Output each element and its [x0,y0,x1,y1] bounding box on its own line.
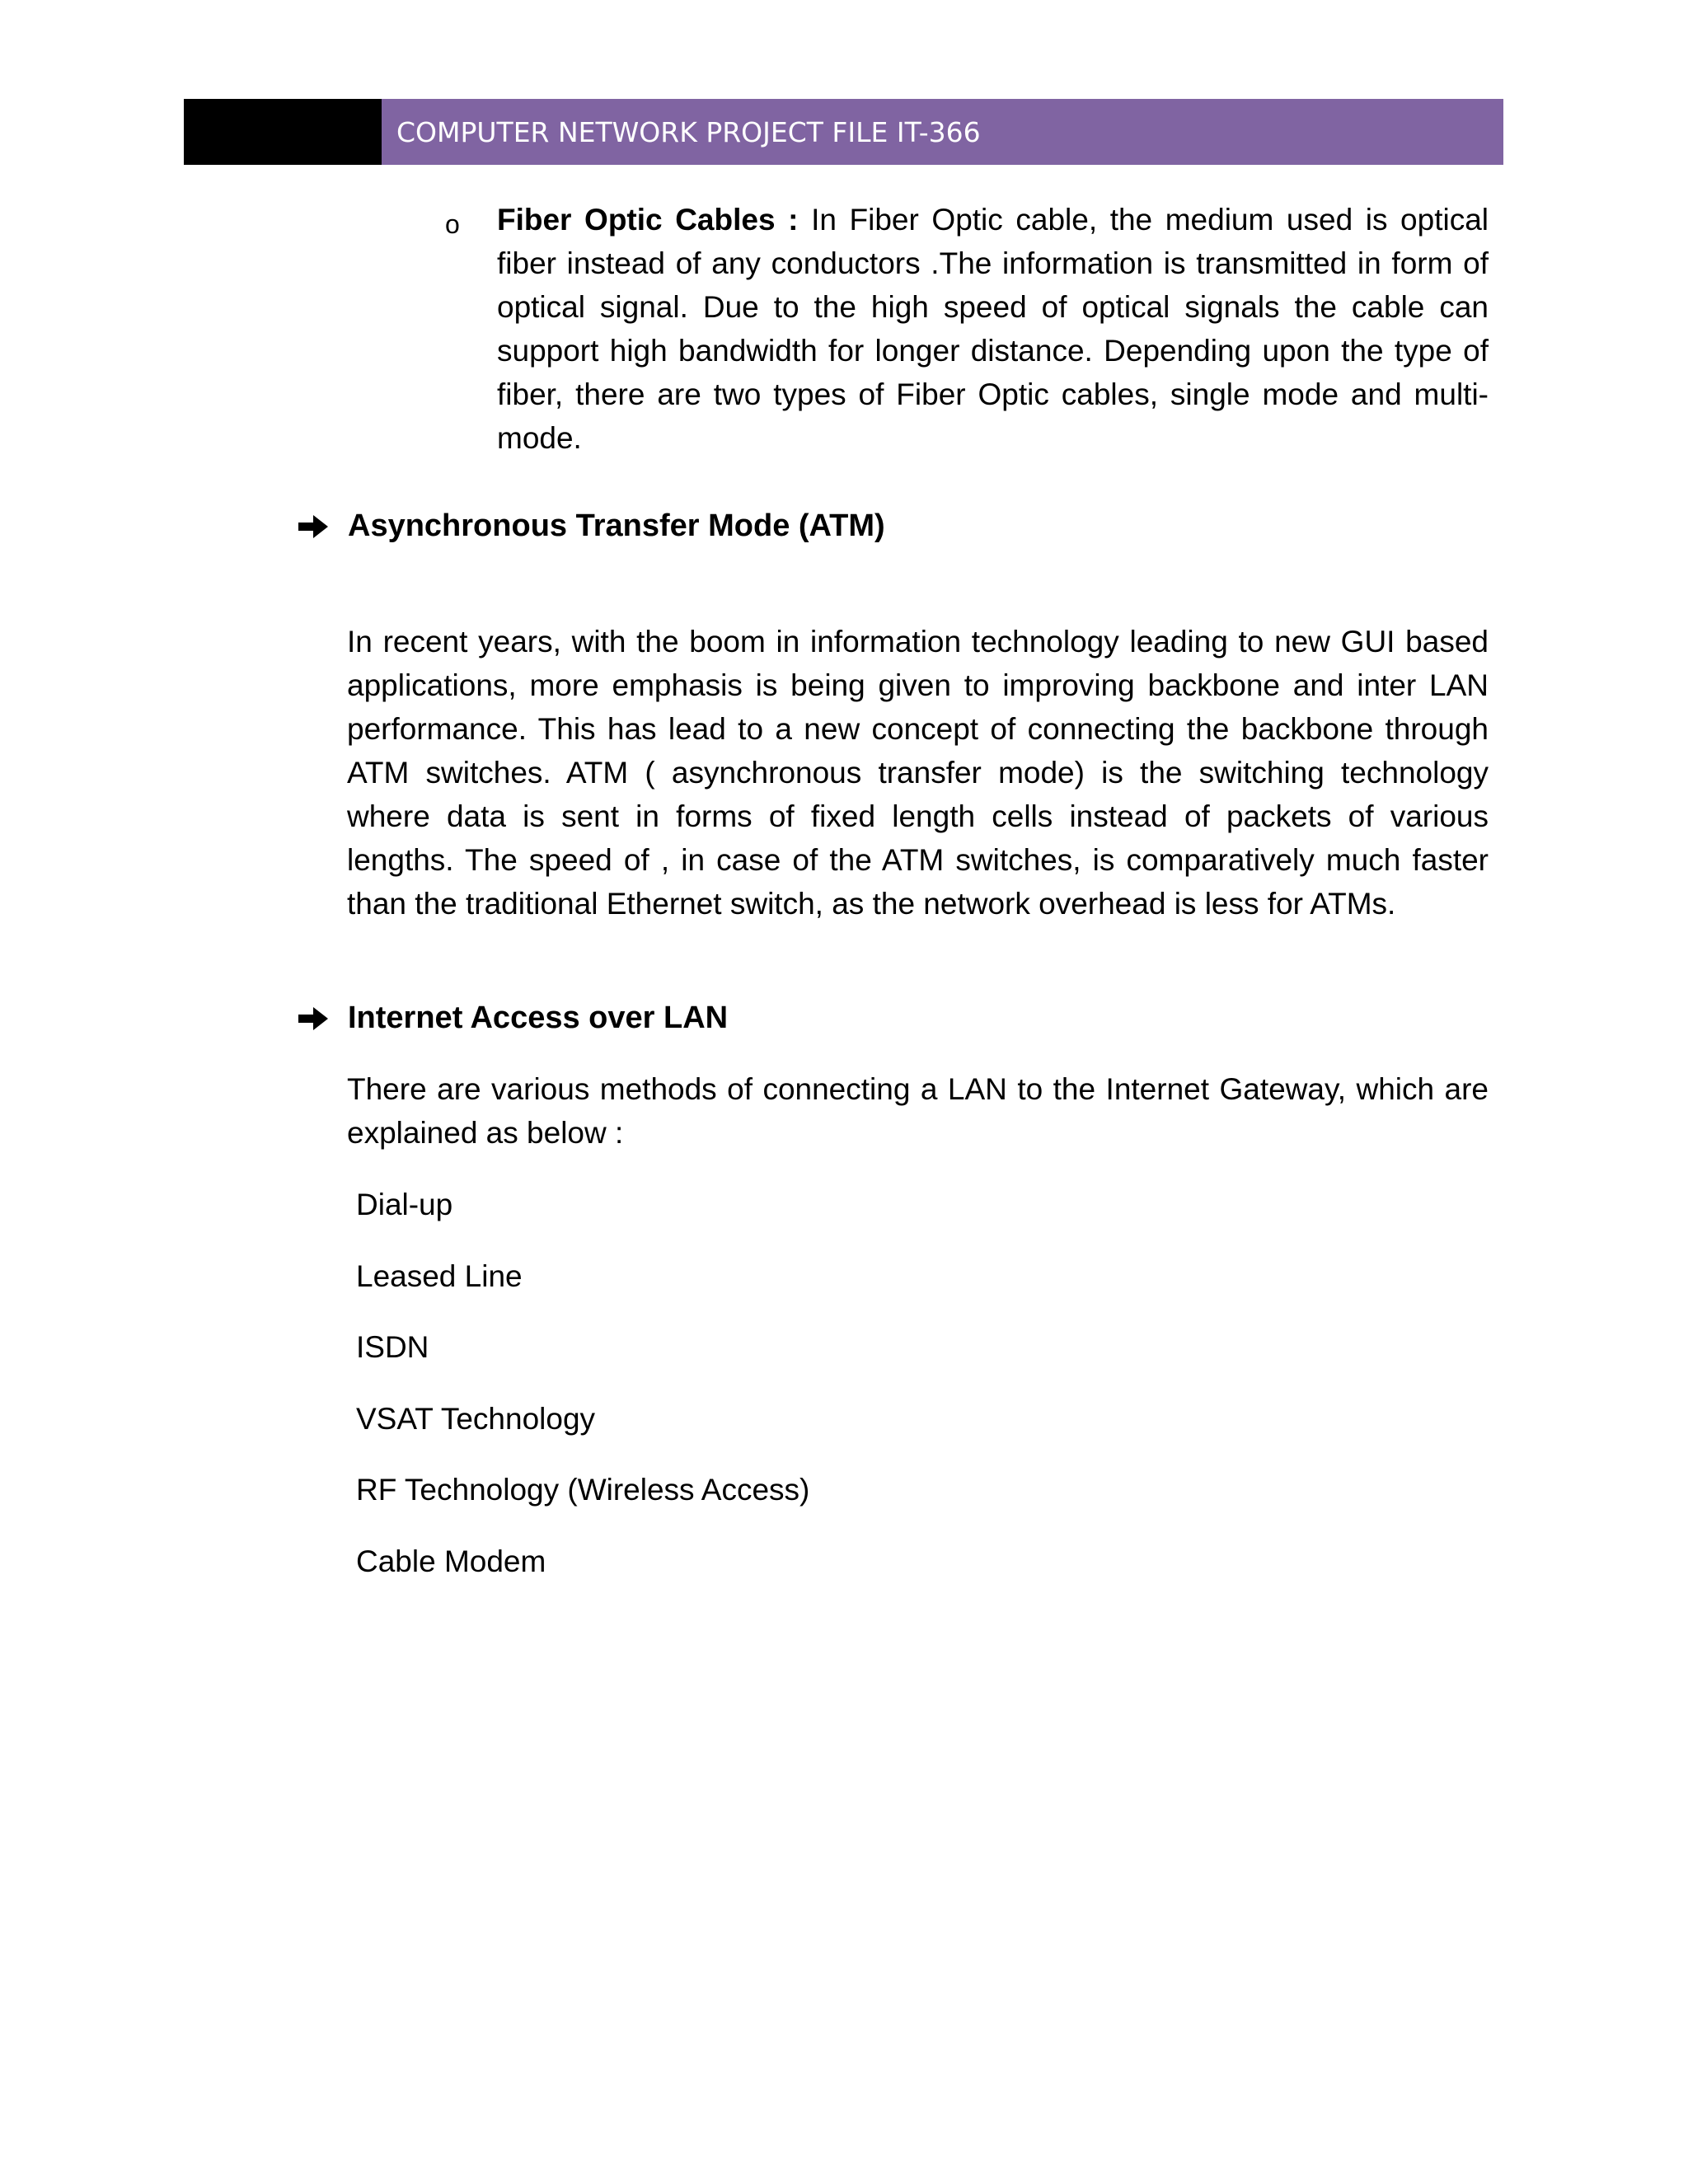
list-item: VSAT Technology [356,1401,596,1436]
access-method-list [356,1183,809,1611]
fiber-optic-term: Fiber Optic Cables : [497,203,799,237]
header-title-band [382,99,1503,165]
list-item: Cable Modem [356,1544,546,1578]
list-item: Dial-up [356,1188,453,1221]
list-item: RF Technology (Wireless Access) [356,1473,810,1507]
internet-access-heading-text: Internet Access over LAN [348,1001,729,1035]
internet-access-heading [297,996,728,1040]
header-title: COMPUTER NETWORK PROJECT FILE IT-366 [396,115,981,148]
arrow-right-icon [297,1005,330,1033]
sub-bullet-marker: o [445,209,460,239]
atm-heading-text: Asynchronous Transfer Mode (ATM) [348,509,885,543]
list-item: Leased Line [356,1258,523,1293]
header-black-block [184,99,382,165]
atm-paragraph: In recent years, with the boom in information technology leading to new GUI based applications, more emphasis is being given to improving backbone and inter LAN performance. This has lead to a new concept of connecting the backbone through ATM switches. ATM ( asynchronous transfer mode) is the switching technology where data is sent in forms of fixed length cells instead of packets of various lengths. The speed of , in case of the ATM switches, is comparatively much faster than the traditional Ethernet switch, as the network overhead is less for ATMs. [347,625,1489,921]
arrow-right-icon [297,513,330,541]
fiber-optic-text: In Fiber Optic cable, the medium used is optical fiber instead of any conductors .The information is transmitted in form of optical signal. Due to the high speed of optical signals the cable can support high bandwidth for longer distance. Depending upon the type of fiber, there are two types of Fiber Optic cables, single mode and multi-mode. [497,203,1489,455]
internet-access-paragraph: There are various methods of connecting a LAN to the Internet Gateway, which are explained as below : [347,1072,1489,1150]
list-item: ISDN [356,1330,429,1365]
page-header [184,99,1503,165]
atm-heading [297,504,885,548]
fiber-optic-paragraph [497,198,1489,460]
